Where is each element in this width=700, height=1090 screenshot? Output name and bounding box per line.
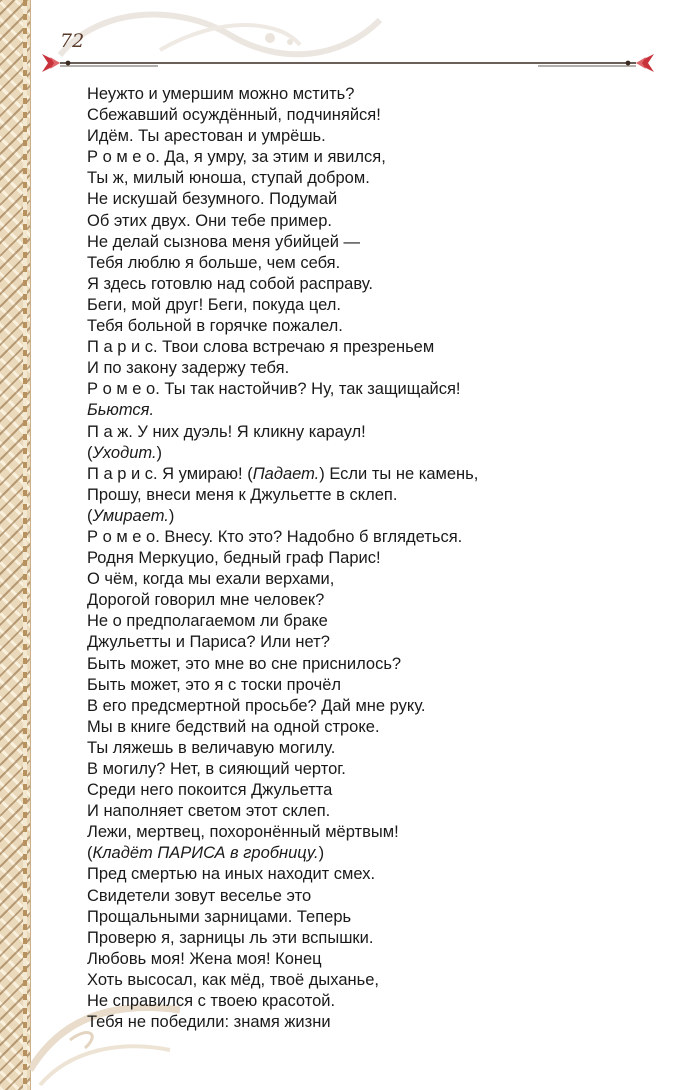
line-text: Р о м е о. Да, я умру, за этим и явился,	[87, 148, 386, 167]
text-line	[87, 738, 677, 759]
line-text: Тебя люблю я больше, чем себя.	[87, 253, 341, 272]
line-text: И наполняет светом этот склеп.	[87, 802, 331, 821]
text-line	[87, 527, 677, 548]
line-text: Р о м е о. Ты так настойчив? Ну, так защищайся!	[87, 380, 461, 399]
text-line	[87, 168, 677, 189]
line-text: Пред смертью на иных находит смех.	[87, 865, 376, 884]
stage-direction: Падает.	[252, 464, 320, 483]
line-text: Прошу, внеси меня к Джульетте в склеп.	[87, 485, 398, 504]
line-text: Не о предполагаемом ли браке	[87, 612, 328, 631]
line-text: Хоть высосал, как мёд, твоё дыханье,	[87, 970, 379, 989]
line-text: Быть может, это я с тоски прочёл	[87, 675, 342, 694]
line-text: Проверю я, зарницы ль эти вспышки.	[87, 928, 374, 947]
line-text: Я здесь готовлю над собой расправу.	[87, 274, 373, 293]
text-line	[87, 295, 677, 316]
text-line	[87, 675, 677, 696]
text-line	[87, 506, 677, 527]
text-line	[87, 274, 677, 295]
text-line	[87, 843, 677, 864]
line-text: Не справился с твоею красотой.	[87, 992, 336, 1011]
stage-direction: Уходит.	[92, 443, 157, 462]
text-line	[87, 147, 677, 168]
page-number: 72	[60, 30, 85, 52]
line-text: Лежи, мертвец, похоронённый мёртвым!	[87, 823, 399, 842]
line-text: Дорогой говорил мне человек?	[87, 591, 325, 610]
line-text: Беги, мой друг! Беги, покуда цел.	[87, 295, 341, 314]
line-text: Среди него покоится Джульетта	[87, 781, 333, 800]
text-line	[87, 780, 677, 801]
line-text: Тебя больной в горячке пожалел.	[87, 317, 343, 336]
line-text-after: )	[156, 443, 163, 462]
stage-direction: Кладёт ПАРИСА в гробницу.	[92, 844, 319, 863]
text-line	[87, 464, 677, 485]
text-line	[87, 590, 677, 611]
text-line	[87, 548, 677, 569]
line-text: П а р и с. Твои слова встречаю я презреньем	[87, 338, 435, 357]
line-text: Сбежавший осуждённый, подчиняйся!	[87, 106, 381, 125]
text-line	[87, 864, 677, 885]
text-line	[87, 105, 677, 126]
stage-direction: Бьются.	[87, 401, 155, 420]
line-text: Неужто и умершим можно мстить?	[87, 85, 355, 103]
text-line	[87, 632, 677, 653]
text-line	[87, 949, 677, 970]
text-line	[87, 126, 677, 147]
text-line	[87, 443, 677, 464]
text-line	[87, 759, 677, 780]
text-line	[87, 316, 677, 337]
stage-direction: Умирает.	[92, 506, 169, 525]
line-text: О чём, когда мы ехали верхами,	[87, 570, 335, 589]
line-text: Идём. Ты арестован и умрёшь.	[87, 127, 326, 146]
line-text: Не делай сызнова меня убийцей —	[87, 232, 361, 251]
line-text: Р о м е о. Внесу. Кто это? Надобно б вглядеться.	[87, 527, 463, 546]
text-line	[87, 569, 677, 590]
text-line	[87, 801, 677, 822]
line-text: (	[87, 443, 93, 462]
header-rule-ornament	[38, 50, 658, 76]
line-text: Мы в книге бедствий на одной строке.	[87, 717, 380, 736]
line-text-after: )	[318, 844, 325, 863]
text-line	[87, 485, 677, 506]
line-text: Быть может, это мне во сне приснилось?	[87, 654, 402, 673]
line-text: Об этих двух. Они тебе пример.	[87, 211, 332, 230]
line-text: И по закону задержу тебя.	[87, 359, 290, 378]
text-line	[87, 379, 677, 400]
line-text: Родня Меркуцио, бедный граф Парис!	[87, 549, 381, 568]
line-text: (	[87, 506, 93, 525]
text-line	[87, 232, 677, 253]
line-text: (	[87, 844, 93, 863]
line-text: Джульетты и Париса? Или нет?	[87, 633, 330, 652]
line-text: В могилу? Нет, в сияющий чертог.	[87, 760, 346, 778]
line-text: Тебя не победили: знамя жизни	[87, 1013, 331, 1032]
text-line	[87, 211, 677, 232]
text-line	[87, 400, 677, 421]
line-text: В его предсмертной просьбе? Дай мне руку.	[87, 696, 426, 715]
line-text: Ты ляжешь в величавую могилу.	[87, 738, 336, 757]
text-line	[87, 970, 677, 991]
line-text: П а р и с. Я умираю! (	[87, 464, 253, 483]
text-line	[87, 422, 677, 443]
text-line	[87, 654, 677, 675]
text-line	[87, 611, 677, 632]
line-text: Ты ж, милый юноша, ступай добром.	[87, 169, 370, 188]
line-text: Свидетели зовут веселье это	[87, 886, 312, 905]
text-line	[87, 696, 677, 717]
play-text	[87, 84, 677, 1033]
text-line	[87, 1012, 677, 1033]
line-text: Не искушай безумного. Подумай	[87, 190, 338, 209]
text-line	[87, 189, 677, 210]
text-line	[87, 822, 677, 843]
line-text: Любовь моя! Жена моя! Конец	[87, 949, 322, 968]
line-text-after: ) Если ты не камень,	[319, 464, 479, 483]
line-text-after: )	[168, 506, 175, 525]
text-line	[87, 928, 677, 949]
line-text: Прощальными зарницами. Теперь	[87, 907, 352, 926]
text-line	[87, 886, 677, 907]
text-line	[87, 84, 677, 105]
text-line	[87, 253, 677, 274]
text-line	[87, 991, 677, 1012]
line-text: П а ж. У них дуэль! Я кликну караул!	[87, 422, 366, 441]
text-line	[87, 358, 677, 379]
text-line	[87, 717, 677, 738]
text-line	[87, 337, 677, 358]
decorative-border	[0, 0, 31, 1090]
text-line	[87, 907, 677, 928]
